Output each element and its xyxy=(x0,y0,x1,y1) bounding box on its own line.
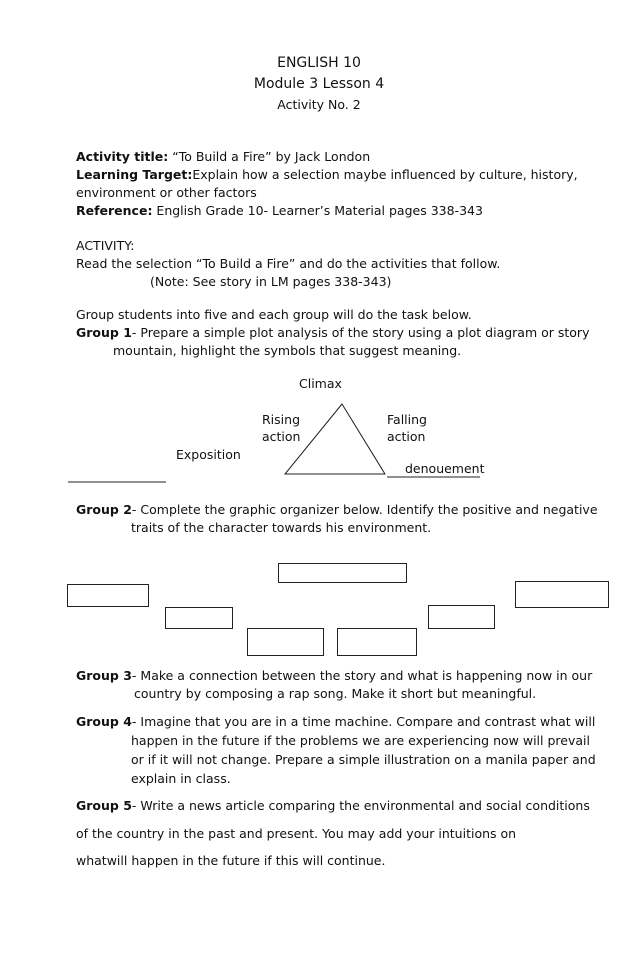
group5-label: Group 5 xyxy=(76,798,132,813)
group1-line2: mountain, highlight the symbols that suggest meaning. xyxy=(113,343,462,358)
group3-label: Group 3 xyxy=(76,668,132,683)
doc-subtitle: Module 3 Lesson 4 xyxy=(253,76,385,92)
learning-target-label: Learning Target: xyxy=(76,167,193,182)
learning-target-line-2: environment or other factors xyxy=(76,185,257,200)
group5-line2: of the country in the past and present. You may add your intuitions on xyxy=(76,826,517,841)
organizer-bottom-left-box[interactable] xyxy=(247,628,324,656)
group4-label: Group 4 xyxy=(76,714,132,729)
plot-triangle xyxy=(285,404,385,474)
denouement-label: denouement xyxy=(405,461,485,476)
group-intro: Group students into five and each group will do the task below. xyxy=(76,307,472,322)
activity-heading: ACTIVITY: xyxy=(76,238,135,253)
falling-action-label-1: Falling xyxy=(387,412,427,427)
rising-action-label-2: action xyxy=(262,429,301,444)
organizer-center-box[interactable] xyxy=(278,563,407,583)
activity-instruction: Read the selection “To Build a Fire” and do the activities that follow. xyxy=(76,256,501,271)
group3-line1 xyxy=(76,667,592,685)
group4-line4: explain in class. xyxy=(131,771,231,786)
group3-text-1: - Make a connection between the story and what is happening now in our xyxy=(131,668,593,683)
organizer-left-inner-box[interactable] xyxy=(165,607,233,629)
activity-note: (Note: See story in LM pages 338-343) xyxy=(150,274,392,289)
group5-line3: whatwill happen in the future if this will continue. xyxy=(76,853,386,868)
reference-value: English Grade 10- Learner’s Material pages 338-343 xyxy=(152,203,483,218)
group2-line2: traits of the character towards his environment. xyxy=(131,520,432,535)
activity-number: Activity No. 2 xyxy=(277,97,361,112)
reference-label: Reference: xyxy=(76,203,153,218)
group4-line1 xyxy=(76,713,595,731)
group2-line1 xyxy=(76,501,598,519)
activity-title-value: “To Build a Fire” by Jack London xyxy=(168,149,371,164)
doc-title: ENGLISH 10 xyxy=(277,55,361,71)
group3-line2: country by composing a rap song. Make it short but meaningful. xyxy=(134,686,537,701)
group4-text-1: - Imagine that you are in a time machine. Compare and contrast what will xyxy=(131,714,596,729)
exposition-label: Exposition xyxy=(176,447,241,462)
group4-line3: or if it will not change. Prepare a simple illustration on a manila paper and xyxy=(131,752,596,767)
group5-text-1: - Write a news article comparing the environmental and social conditions xyxy=(131,798,590,813)
climax-label: Climax xyxy=(299,376,342,391)
learning-target-value: Explain how a selection maybe influenced by culture, history, xyxy=(192,167,578,182)
activity-title-label: Activity title: xyxy=(76,149,169,164)
organizer-right-outer-box[interactable] xyxy=(515,581,609,608)
organizer-left-outer-box[interactable] xyxy=(67,584,149,607)
group1-text-1: - Prepare a simple plot analysis of the story using a plot diagram or story xyxy=(131,325,590,340)
group2-label: Group 2 xyxy=(76,502,132,517)
falling-action-label-2: action xyxy=(387,429,426,444)
group2-text-1: - Complete the graphic organizer below. Identify the positive and negative xyxy=(131,502,598,517)
organizer-bottom-right-box[interactable] xyxy=(337,628,417,656)
group5-line1 xyxy=(76,797,590,815)
group1-label: Group 1 xyxy=(76,325,132,340)
rising-action-label-1: Rising xyxy=(262,412,301,427)
organizer-right-inner-box[interactable] xyxy=(428,605,495,629)
group4-line2: happen in the future if the problems we are experiencing now will prevail xyxy=(131,733,590,748)
